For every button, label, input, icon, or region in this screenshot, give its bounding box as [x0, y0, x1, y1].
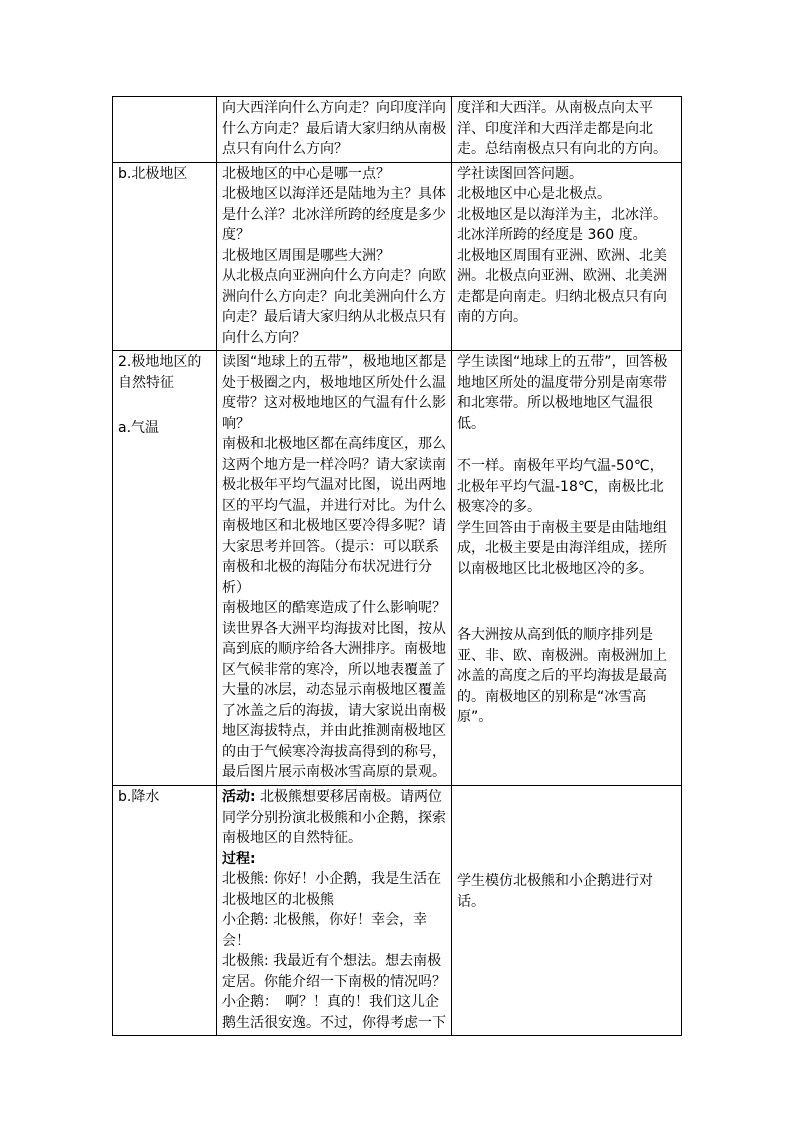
section-cell [113, 97, 217, 163]
paragraph: 学社读图回答问题。 [457, 165, 583, 182]
table-row [113, 97, 682, 163]
paragraph: 北极地区以海洋还是陆地为主？具体是什么洋？北冰洋所跨的经度是多少度？ [222, 186, 446, 243]
subsection-label: a.气温 [118, 420, 160, 436]
paragraph: 北极地区是以海洋为主，北冰洋。 [457, 206, 667, 223]
process-label: 过程: [222, 850, 256, 867]
activity-label: 活动: [222, 789, 256, 805]
paragraph: 向大西洋向什么方向走？向印度洋向什么方向走？最后请大家归纳从南极点只有向什么方向？ [222, 100, 446, 157]
paragraph: 学生模仿北极熊和小企鹅进行对话。 [457, 873, 653, 910]
paragraph: 北极地区周围是哪些大洲？ [222, 247, 390, 264]
student-activity-cell [452, 97, 682, 163]
student-activity-cell [452, 351, 682, 786]
activity-paragraph [222, 787, 447, 849]
table-row [113, 351, 682, 786]
student-activity-cell [452, 162, 682, 351]
section-label: b.降水 [118, 789, 160, 805]
student-activity-cell [452, 786, 682, 1036]
section-label: 2.极地地区的自然特征 [118, 354, 202, 391]
table-row [113, 162, 682, 351]
teacher-activity-cell [217, 97, 452, 163]
activity-text: 北极熊想要移居南极。请两位同学分别扮演北极熊和小企鹅，探索南极地区的自然特征。 [222, 789, 446, 846]
teacher-activity-cell [217, 351, 452, 786]
paragraph: 读图“地球上的五带”，极地地区都是处于极圈之内，极地地区所处什么温度带？这对极地地区的气温有什么影响？ [222, 354, 447, 432]
paragraph: 各大洲按从高到低的顺序排列是亚、非、欧、南极洲。南极洲加上冰盖的高度之后的平均海拔是最高的。南极地区的别称是“冰雪高原”。 [457, 627, 667, 725]
dialogue-line: 北极熊: 我最近有个想法。想去南极定居。你能介绍一下南极的情况吗？ [222, 953, 446, 990]
paragraph: 北极地区周围有亚洲、欧洲、北美洲。北极点向亚洲、欧洲、北美洲走都是向南走。归纳北极点只有向南的方向。 [457, 247, 667, 325]
teacher-activity-cell [217, 162, 452, 351]
table-row [113, 786, 682, 1036]
section-cell [113, 786, 217, 1036]
paragraph: 不一样。南极年平均气温-50℃，北极年平均气温-18℃，南极比北极寒冷的多。 [457, 458, 664, 515]
section-label: b.北极地区 [118, 165, 188, 182]
paragraph: 北极地区中心是北极点。 [457, 186, 611, 202]
paragraph: 度洋和大西洋。从南极点向太平洋、印度洋和大西洋走都是向北走。总结南极点只有向北的方向。 [457, 100, 667, 157]
paragraph: 学生回答由于南极主要是由陆地组成，北极主要是由海洋组成，搓所以南极地区比北极地区冷的多。 [457, 519, 667, 577]
paragraph: 学生读图“地球上的五带”，回答极地地区所处的温度带分别是南寒带和北寒带。所以极地地区气温很低。 [457, 354, 668, 432]
teacher-activity-cell [217, 786, 452, 1036]
paragraph: 北极地区的中心是哪一点？ [222, 165, 390, 182]
section-cell [113, 162, 217, 351]
section-cell [113, 351, 217, 786]
paragraph: 南极地区的酷寒造成了什么影响呢？读世界各大洲平均海拔对比图，按从高到底的顺序给各大洲排序。南极地区气候非常的寒冷，所以地表覆盖了大量的冰层，动态显示南极地区覆盖了冰盖之后的海拔，请大家说出南极地区海拔特点，并由此推测南极地区的由于气候寒冷海拔高得到的称号，最后图片展示南极冰雪高原的景观。 [222, 600, 446, 780]
dialogue-line: 小企鹅： 啊？！真的！我们这儿企鹅生活很安逸。不过，你得考虑一下 [222, 994, 446, 1031]
lesson-plan-table [112, 96, 682, 1036]
dialogue-line: 北极熊: 你好！小企鹅，我是生活在北极地区的北极熊 [222, 871, 442, 908]
paragraph: 从北极点向亚洲向什么方向走？向欧洲向什么方向走？向北美洲向什么方向走？最后请大家归纳从北极点只有向什么方向？ [222, 268, 446, 346]
dialogue-line: 小企鹅: 北极熊，你好！幸会，幸会！ [222, 912, 428, 949]
paragraph: 南极和北极地区都在高纬度区，那么这两个地方是一样冷吗？请大家读南极北极年平均气温对比图，说出两地区的平均气温，并进行对比。为什么南极地区和北极地区要冷得多呢？请大家思考并回答。（提示：可以联系南极和北极的海陆分布状况进行分析） [222, 436, 446, 596]
paragraph: 北冰洋所跨的经度是 360 度。 [457, 227, 647, 243]
